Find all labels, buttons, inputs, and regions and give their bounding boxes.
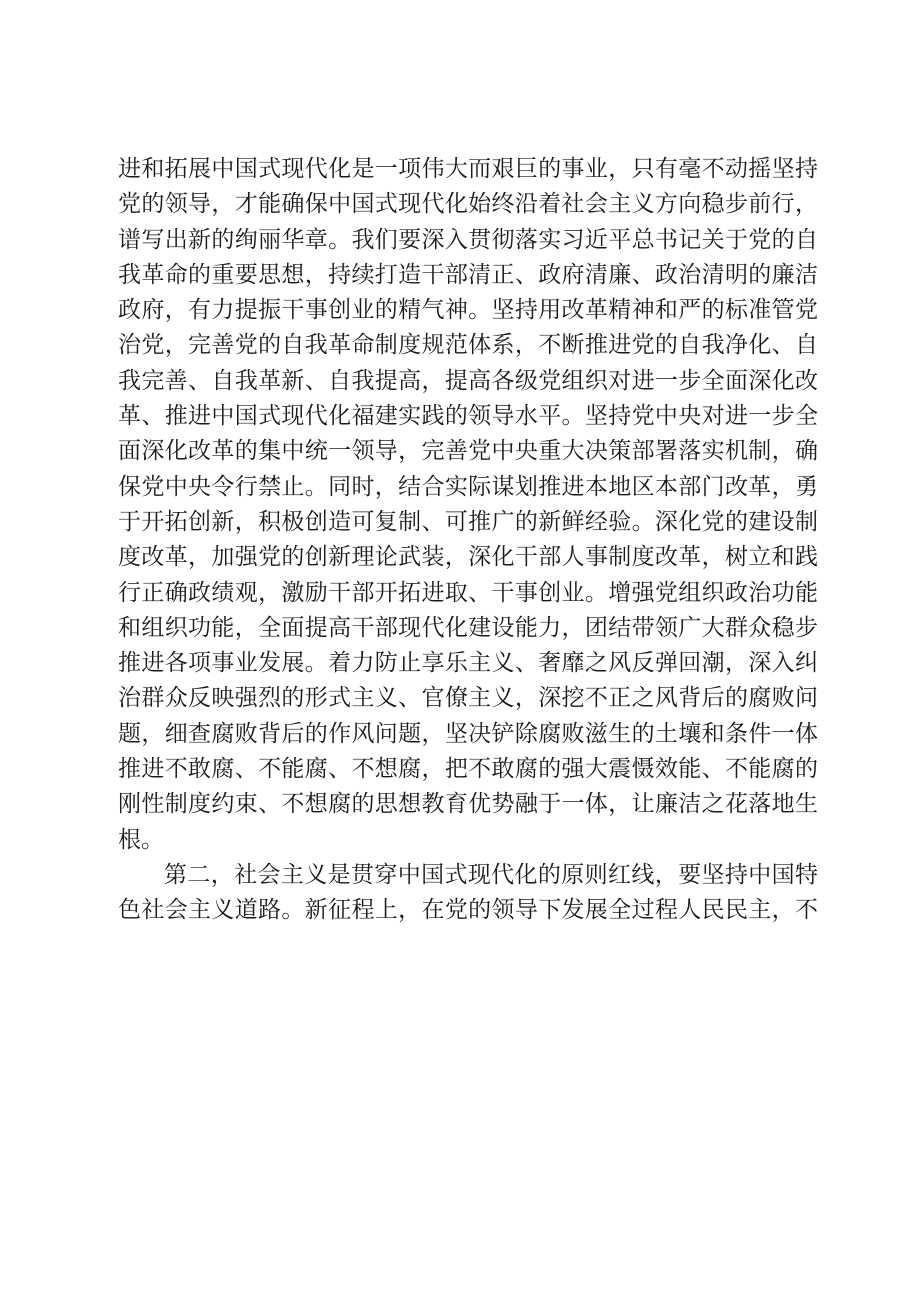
text-line: 治群众反映强烈的形式主义、官僚主义，深挖不正之风背后的腐败问 xyxy=(118,685,818,712)
paragraph-2 xyxy=(118,858,818,929)
text-line: 色社会主义道路。新征程上，在党的领导下发展全过程人民民主，不 xyxy=(118,897,818,924)
paragraph-1 xyxy=(118,152,818,858)
text-line: 第二，社会主义是贯穿中国式现代化的原则红线，要坚持中国特 xyxy=(164,861,818,888)
text-line: 党的领导，才能确保中国式现代化始终沿着社会主义方向稳步前行， xyxy=(118,191,818,218)
text-line: 我完善、自我革新、自我提高，提高各级党组织对进一步全面深化改 xyxy=(118,367,818,394)
text-line: 进和拓展中国式现代化是一项伟大而艰巨的事业，只有毫不动摇坚持 xyxy=(118,156,818,182)
text-line: 保党中央令行禁止。同时，结合实际谋划推进本地区本部门改革，勇 xyxy=(118,473,818,500)
text-line: 谱写出新的绚丽华章。我们要深入贯彻落实习近平总书记关于党的自 xyxy=(118,226,818,253)
text-line: 政府，有力提振干事创业的精气神。坚持用改革精神和严的标准管党 xyxy=(118,297,818,324)
text-line: 行正确政绩观，激励干部开拓进取、干事创业。增强党组织政治功能 xyxy=(118,579,818,606)
text-line: 度改革，加强党的创新理论武装，深化干部人事制度改革，树立和践 xyxy=(118,544,818,571)
text-line: 我革命的重要思想，持续打造干部清正、政府清廉、政治清明的廉洁 xyxy=(118,261,818,288)
text-line: 推进不敢腐、不能腐、不想腐，把不敢腐的强大震慑效能、不能腐的 xyxy=(118,756,818,783)
body-text xyxy=(118,152,818,929)
text-line: 革、推进中国式现代化福建实践的领导水平。坚持党中央对进一步全 xyxy=(118,403,818,430)
text-line: 根。 xyxy=(118,826,164,853)
text-line: 面深化改革的集中统一领导，完善党中央重大决策部署落实机制，确 xyxy=(118,438,818,465)
text-line: 推进各项事业发展。着力防止享乐主义、奢靡之风反弹回潮，深入纠 xyxy=(118,650,818,677)
text-line: 刚性制度约束、不想腐的思想教育优势融于一体，让廉洁之花落地生 xyxy=(118,791,818,818)
text-line: 于开拓创新，积极创造可复制、可推广的新鲜经验。深化党的建设制 xyxy=(118,508,818,535)
text-line: 和组织功能，全面提高干部现代化建设能力，团结带领广大群众稳步 xyxy=(118,614,818,641)
text-line: 治党，完善党的自我革命制度规范体系，不断推进党的自我净化、自 xyxy=(118,332,818,359)
text-line: 题，细查腐败背后的作风问题，坚决铲除腐败滋生的土壤和条件一体 xyxy=(118,720,818,747)
